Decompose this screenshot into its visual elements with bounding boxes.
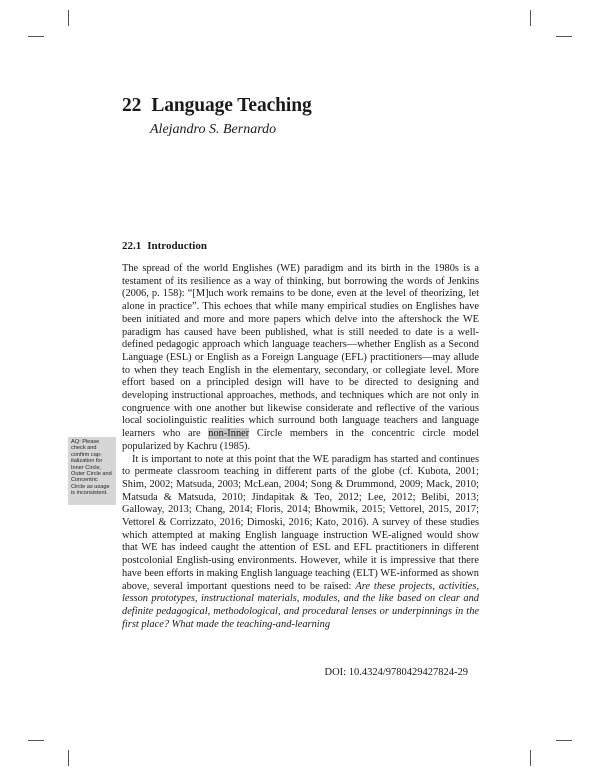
crop-mark [28, 36, 44, 37]
body-text [122, 263, 479, 631]
section-number: 22.1 [122, 240, 142, 252]
crop-mark [530, 750, 531, 766]
crop-mark [556, 740, 572, 741]
paragraph: It is important to note at this point that the WE paradigm has started and continues to permeate classroom teaching in different parts of the globe (cf. Kubota, 2001; Shim, 2002; Matsuda, 2003; McLean, 2004; Song & Drummond, 2009; Mack, 2010; Matsuda & Matsuda, 2010; Jindapitak & Teo, 2012; Lee, 2012; Belibi, 2013; Galloway, 2013; Chang, 2014; Floris, 2014; Bhowmik, 2015; Vettorel, 2015, 2017; Vettorel & Corrizzato, 2016; Dimoski, 2016; Kato, 2016). A survey of these studies which attempted at making English language instruction WE-aligned would show that WE has indeed caught the attention of ESL and EFL practitioners in different postcolonial English-using environments. However, while it is impressive that there have been efforts in making English language teaching (ELT) WE-informed as shown above, several important questions need to be raised: Are these projects, activities, lesson prototypes, instructional materials, modules, and the like based on clear and definite pedagogical, methodological, and procedural lenses or underpinnings in the first place? What made the teaching-and-learning [122, 453, 479, 630]
chapter-author: Alejandro S. Bernardo [150, 122, 277, 137]
highlighted-term[interactable]: non-Inner [208, 428, 250, 440]
author-query-note[interactable]: AQ: Please check and confirm capitalization for Inner Circle, Outer Circle and Concentric Circle as usage is inconsistent. [68, 437, 116, 505]
section-title: Introduction [147, 240, 207, 252]
crop-mark [68, 750, 69, 766]
italic-questions: Are these projects, activities, lesson prototypes, instructional materials, modules, and the like based on clear and definite pedagogical, methodological, and procedural lenses or underpinnings in the first place? What made the teaching-and-learning [122, 580, 479, 630]
chapter-title-text: Language Teaching [151, 95, 312, 116]
chapter-title [122, 95, 312, 117]
doi: DOI: 10.4324/9780429427824-29 [324, 667, 468, 678]
crop-mark [530, 10, 531, 26]
section-heading [122, 240, 207, 252]
crop-mark [68, 10, 69, 26]
crop-mark [28, 740, 44, 741]
crop-mark [556, 36, 572, 37]
paragraph: The spread of the world Englishes (WE) paradigm and its birth in the 1980s is a testament of its resilience as a way of thinking, but borrowing the words of Jenkins (2006, p. 158): “[M]uch work remains to be done, even at the level of theorizing, let alone in practice”. This echoes that while many empirical studies on Englishes have been initiated and more and more papers which delve into the aftershock the WE paradigm has caused have been published, what is still needed to date is a well-defined pedagogic approach which language teachers—whether English as a Second Language (ESL) or English as a Foreign Language (EFL) practitioners—may allude to when they teach English in the elementary, secondary, or collegiate level. More effort based on a principled design will have to be directed to designing and developing instructional approaches, methods, and techniques which are not only in congruence with one another but likewise considerate and reflective of the various local sociolinguistic realities which surround both language teachers and language learners who are non-Inner Circle members in the concentric circle model popularized by Kachru (1985). [122, 263, 479, 452]
chapter-number: 22 [122, 95, 142, 116]
